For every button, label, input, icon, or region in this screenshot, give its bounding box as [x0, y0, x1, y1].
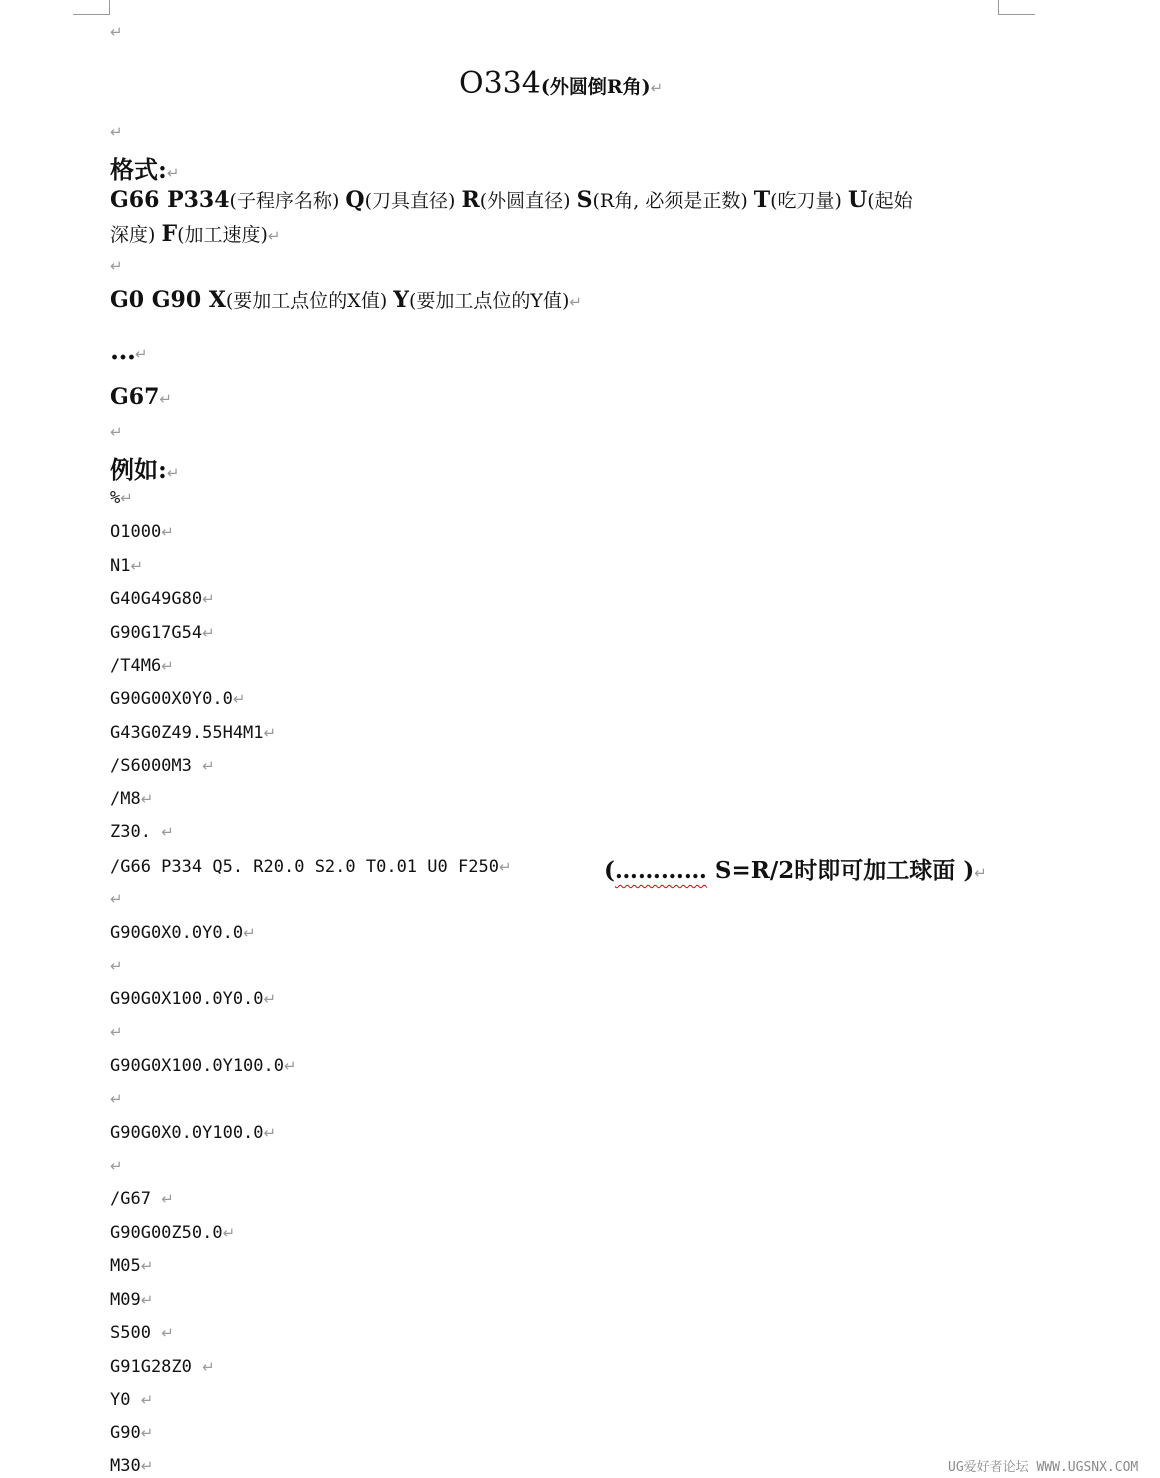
return-mark: ↵ [161, 1324, 174, 1342]
program-line [110, 689, 245, 709]
return-mark: ↵ [110, 257, 123, 275]
program-line [110, 1357, 215, 1377]
spherical-note [604, 852, 987, 885]
empty-paragraph [110, 22, 123, 41]
return-mark: ↵ [110, 1023, 123, 1041]
return-mark: ↵ [135, 345, 147, 363]
program-line-text: G40G49G80 [110, 589, 203, 609]
program-line [110, 1022, 123, 1042]
document-title [459, 66, 663, 101]
return-mark: ↵ [110, 1157, 123, 1175]
program-line [110, 723, 276, 743]
program-line [110, 789, 153, 809]
program-line-text: O1000 [110, 522, 162, 542]
position-line [110, 283, 582, 319]
program-line-text: /M8 [110, 789, 141, 809]
return-mark: ↵ [263, 990, 277, 1008]
empty-paragraph [110, 256, 123, 275]
program-line [110, 1156, 123, 1176]
return-mark: ↵ [140, 790, 154, 808]
return-mark: ↵ [120, 489, 133, 507]
program-line [110, 889, 123, 909]
program-line-text: G90G0X100.0Y0.0 [110, 989, 264, 1009]
program-line-text: G90G00Z50.0 [110, 1223, 223, 1243]
return-mark: ↵ [267, 227, 281, 245]
format-line1-segment: (刀具直径) [364, 190, 462, 212]
program-line [110, 1056, 297, 1076]
program-line-text: G90 [110, 1423, 141, 1443]
return-mark: ↵ [140, 1457, 154, 1475]
format-line1-segment: S [576, 187, 593, 213]
return-mark: ↵ [110, 423, 123, 441]
return-mark: ↵ [140, 1257, 154, 1275]
program-line-text: Y0 [110, 1390, 141, 1410]
program-line [110, 1256, 153, 1276]
return-mark: ↵ [498, 858, 512, 876]
program-line-text: Z30. [110, 822, 162, 842]
g67-text: G67 [110, 384, 160, 410]
program-line [110, 488, 133, 508]
return-mark: ↵ [110, 890, 123, 908]
program-line-text: N1 [110, 556, 131, 576]
position-line-segment: Y [393, 287, 410, 313]
return-mark: ↵ [202, 1358, 215, 1376]
return-mark: ↵ [161, 523, 174, 541]
format-heading [110, 150, 179, 185]
return-mark: ↵ [974, 864, 987, 882]
return-mark: ↵ [202, 624, 215, 642]
program-line-text: S500 [110, 1323, 162, 1343]
title-code: O334 [459, 66, 541, 101]
program-line-text: G90G0X0.0Y0.0 [110, 923, 244, 943]
program-line [110, 923, 256, 943]
program-line-text: M05 [110, 1256, 141, 1276]
format-line2-segment: F [161, 221, 178, 247]
program-line [110, 822, 174, 842]
format-line1-segment: G66 P334 [110, 187, 230, 213]
program-line [110, 589, 215, 609]
note-dots: ………… [614, 857, 707, 884]
return-mark: ↵ [569, 293, 582, 311]
ellipsis-line [110, 336, 147, 366]
program-line-text: /G67 [110, 1189, 162, 1209]
ellipsis-text: … [110, 336, 135, 366]
format-line1-segment: T [753, 187, 771, 213]
format-line1-segment: (起始 [867, 190, 913, 212]
format-line1-segment: R [461, 187, 480, 213]
return-mark: ↵ [202, 757, 215, 775]
crop-mark-top-left [73, 0, 110, 15]
program-line [110, 956, 123, 976]
program-line-text: G90G00X0Y0.0 [110, 689, 233, 709]
format-line-1 [110, 183, 913, 218]
program-line-text: G90G0X100.0Y100.0 [110, 1056, 284, 1076]
program-line [110, 522, 174, 542]
example-heading-text: 例如: [110, 455, 167, 484]
format-line1-segment: (吃刀量) [770, 190, 849, 212]
position-line-segment: G0 G90 X [110, 287, 226, 313]
program-line-text: M09 [110, 1290, 141, 1310]
program-line [110, 989, 276, 1009]
program-line [110, 1323, 174, 1343]
program-line [110, 1390, 153, 1410]
return-mark: ↵ [110, 957, 123, 975]
program-line-text: G43G0Z49.55H4M1 [110, 723, 264, 743]
return-mark: ↵ [140, 1424, 154, 1442]
program-line-text: /S6000M3 [110, 756, 203, 776]
return-mark: ↵ [110, 123, 123, 141]
program-line [110, 623, 215, 643]
return-mark: ↵ [222, 1224, 236, 1242]
return-mark: ↵ [202, 590, 215, 608]
crop-mark-top-right [998, 0, 1035, 15]
format-line1-segment: (R角, 必须是正数) [592, 190, 754, 212]
empty-paragraph [110, 422, 123, 441]
note-open-paren: ( [604, 857, 615, 884]
program-line-text: G91G28Z0 [110, 1357, 203, 1377]
format-line1-segment: (外圆直径) [479, 190, 577, 212]
return-mark: ↵ [284, 1057, 297, 1075]
title-subtitle: (外圆倒R角) [540, 76, 651, 98]
format-line2-segment: 深度) [110, 224, 162, 246]
return-mark: ↵ [140, 1291, 154, 1309]
return-mark: ↵ [140, 1391, 154, 1409]
program-line-text: M30 [110, 1456, 141, 1476]
program-line [110, 556, 143, 576]
format-heading-text: 格式: [110, 155, 167, 184]
program-line [110, 1189, 174, 1209]
return-mark: ↵ [110, 1090, 123, 1108]
program-line-text: % [110, 488, 121, 508]
program-line [110, 1089, 123, 1109]
return-mark: ↵ [232, 690, 246, 708]
format-line1-segment: U [848, 187, 868, 213]
empty-paragraph [110, 122, 123, 141]
return-mark: ↵ [110, 23, 123, 41]
program-line [110, 656, 174, 676]
program-line-text: G90G17G54 [110, 623, 203, 643]
program-line-text: /G66 P334 Q5. R20.0 S2.0 T0.01 U0 F250 [110, 857, 499, 877]
format-line1-segment: Q [345, 187, 365, 213]
position-line-segment: (要加工点位的Y值) [409, 290, 570, 312]
return-mark: ↵ [166, 164, 180, 182]
program-line [110, 1290, 153, 1310]
return-mark: ↵ [159, 390, 172, 408]
return-mark: ↵ [650, 79, 664, 97]
return-mark: ↵ [263, 1124, 277, 1142]
return-mark: ↵ [161, 823, 174, 841]
return-mark: ↵ [130, 557, 144, 575]
program-line [110, 1456, 153, 1476]
example-heading [110, 450, 179, 485]
program-line [110, 1223, 235, 1243]
position-line-segment: (要加工点位的X值) [225, 290, 394, 312]
program-line [110, 1423, 153, 1443]
return-mark: ↵ [161, 1190, 174, 1208]
g67-line [110, 384, 172, 410]
return-mark: ↵ [243, 924, 256, 942]
program-line [110, 857, 512, 877]
return-mark: ↵ [166, 464, 180, 482]
program-line [110, 756, 215, 776]
format-line-2 [110, 217, 280, 253]
return-mark: ↵ [161, 657, 174, 675]
watermark: UG爱好者论坛 WWW.UGSNX.COM [948, 1460, 1139, 1475]
return-mark: ↵ [263, 724, 277, 742]
program-line [110, 1123, 276, 1143]
note-text: S=R/2时即可加工球面 [706, 857, 964, 884]
format-line1-segment: (子程序名称) [229, 190, 346, 212]
program-line-text: /T4M6 [110, 656, 162, 676]
format-line2-segment: (加工速度) [177, 224, 268, 246]
program-line-text: G90G0X0.0Y100.0 [110, 1123, 264, 1143]
note-close-paren: ) [963, 857, 975, 884]
